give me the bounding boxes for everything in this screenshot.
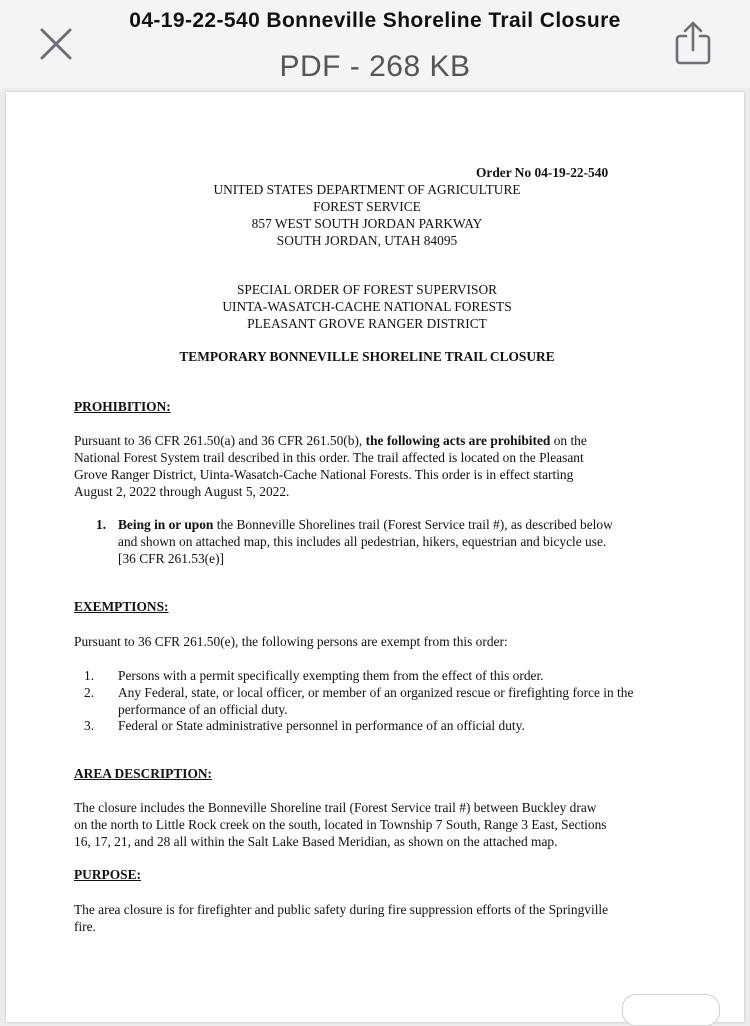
exemption-text [118, 717, 525, 734]
exemption-line: Persons with a permit specifically exempting them from the effect of this order. [118, 668, 544, 683]
area-line: 16, 17, 21, and 28 all within the Salt Lake Based Meridian, as shown on the attached map. [74, 834, 558, 849]
area-description-heading: AREA DESCRIPTION: [74, 766, 213, 781]
prohibition-line: Grove Ranger District, Uinta-Wasatch-Cache National Forests. This order is in effect starting [74, 467, 574, 482]
prohibition-item-tail: the Bonneville Shorelines trail (Forest Service trail #), as described below [213, 517, 613, 532]
top-bar [0, 0, 750, 88]
pdf-page[interactable] [6, 92, 744, 1022]
order-type [6, 281, 728, 332]
exemption-number: 1. [84, 668, 95, 683]
agency-line: 857 WEST SOUTH JORDAN PARKWAY [251, 216, 483, 231]
agency-line: SOUTH JORDAN, UTAH 84095 [276, 233, 458, 248]
document-file-info: PDF - 268 KB [279, 50, 471, 83]
area-line: on the north to Little Rock creek on the south, located in Township 7 South, Range 3 East, Sections [74, 817, 607, 832]
exemption-number: 3. [84, 718, 95, 733]
page-indicator [622, 994, 720, 1026]
prohibition-lead: Pursuant to 36 CFR 261.50(a) and 36 CFR 261.50(b), [74, 433, 366, 448]
share-button[interactable] [672, 20, 714, 66]
prohibition-item-line: [36 CFR 261.53(e)] [118, 551, 225, 566]
purpose-heading: PURPOSE: [74, 867, 141, 882]
exemption-text [118, 684, 633, 718]
prohibition-item-emphasis: Being in or upon [118, 517, 214, 532]
close-button[interactable] [36, 24, 76, 64]
order-number: Order No 04-19-22-540 [476, 165, 609, 180]
agency-address [6, 181, 728, 249]
exemption-line: Any Federal, state, or local officer, or member of an organized rescue or firefighting force in the [118, 685, 634, 700]
prohibition-line: August 2, 2022 through August 5, 2022. [74, 484, 290, 499]
prohibition-item-number: 1. [96, 517, 107, 532]
document-title: 04-19-22-540 Bonneville Shoreline Trail Closure [129, 9, 621, 32]
exemption-number: 2. [84, 685, 95, 700]
prohibition-first-line [74, 432, 674, 449]
prohibition-item-body [118, 516, 613, 567]
share-icon [672, 20, 714, 66]
order-type-line: UINTA-WASATCH-CACHE NATIONAL FORESTS [222, 299, 512, 314]
prohibition-heading: PROHIBITION: [74, 399, 171, 414]
agency-line: FOREST SERVICE [313, 199, 421, 214]
area-line: The closure includes the Bonneville Shoreline trail (Forest Service trail #) between Buckley draw [74, 800, 597, 815]
close-icon [36, 24, 76, 64]
prohibition-emphasis: the following acts are prohibited [365, 433, 551, 448]
order-type-line: SPECIAL ORDER OF FOREST SUPERVISOR [236, 282, 498, 297]
exemptions-heading: EXEMPTIONS: [74, 599, 169, 614]
prohibition-item-line: and shown on attached map, this includes all pedestrian, hikers, equestrian and bicycle use. [118, 534, 607, 549]
exemption-line: Federal or State administrative personnel in performance of an official duty. [118, 718, 525, 733]
exemptions-intro: Pursuant to 36 CFR 261.50(e), the following persons are exempt from this order: [74, 634, 508, 649]
closure-title: TEMPORARY BONNEVILLE SHORELINE TRAIL CLOSURE [179, 349, 555, 364]
exemption-text [118, 667, 544, 684]
prohibition-item-first-line [118, 516, 613, 533]
prohibition-paragraph [74, 432, 674, 500]
area-description-paragraph [74, 799, 674, 850]
agency-line: UNITED STATES DEPARTMENT OF AGRICULTURE [213, 182, 521, 197]
prohibition-line: National Forest System trail described in this order. The trail affected is located on the Pleasant [74, 450, 584, 465]
prohibition-tail: on the [550, 433, 587, 448]
exemption-line: performance of an official duty. [118, 702, 288, 717]
purpose-line: The area closure is for firefighter and public safety during fire suppression efforts of the Springville [74, 902, 609, 917]
order-type-line: PLEASANT GROVE RANGER DISTRICT [247, 316, 487, 331]
purpose-line: fire. [74, 919, 96, 934]
purpose-paragraph [74, 901, 674, 935]
